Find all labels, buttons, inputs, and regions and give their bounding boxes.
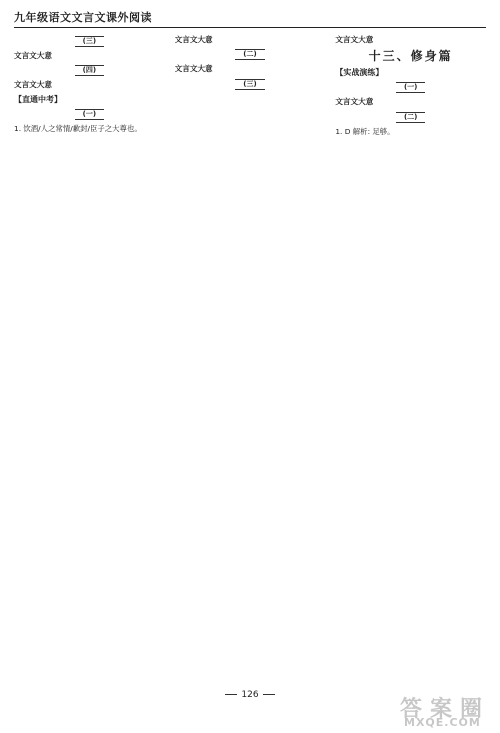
column-2 [175, 32, 326, 687]
book-title: 九年级语文文言文课外阅读 [14, 11, 152, 24]
page-number: 126 [0, 690, 500, 700]
section-label: 文言文大意 [14, 51, 52, 60]
subsection-heading: (三) [175, 78, 326, 90]
section-label: 文言文大意 [174, 64, 213, 74]
column-1 [14, 32, 165, 687]
page-header [14, 6, 486, 28]
stamp-char-3: 圈 [460, 696, 483, 722]
chapter-title: 十三、修身篇 [368, 49, 453, 64]
stamp-char-1: 答 [400, 696, 423, 722]
section-label: 文言文大意 [14, 80, 52, 90]
subsection-heading: (四) [14, 64, 165, 76]
section-label: 文言文大意 [335, 35, 374, 44]
watermark-stamp [398, 692, 494, 730]
subsection-heading: (二) [335, 111, 486, 123]
content-columns [14, 32, 486, 687]
section-label: 文言文大意 [335, 97, 374, 107]
answer-item: 1. D 解析: 足够。 [335, 126, 395, 136]
section-bracket-heading: 【实战演练】 [335, 67, 384, 77]
stamp-url: MXQE.COM [404, 716, 481, 729]
answer-item: 1. 饮酒/人之常情/歉封/臣子之大尊也。 [14, 124, 142, 134]
subsection-heading: (三) [14, 35, 165, 47]
column-3 [335, 32, 486, 687]
section-bracket-heading: 【直通中考】 [14, 94, 62, 104]
section-label: 文言文大意 [174, 35, 213, 44]
subsection-heading: (一) [14, 108, 165, 120]
stamp-char-2: 案 [430, 696, 453, 722]
subsection-heading: (二) [175, 48, 326, 60]
subsection-heading: (一) [335, 81, 486, 93]
